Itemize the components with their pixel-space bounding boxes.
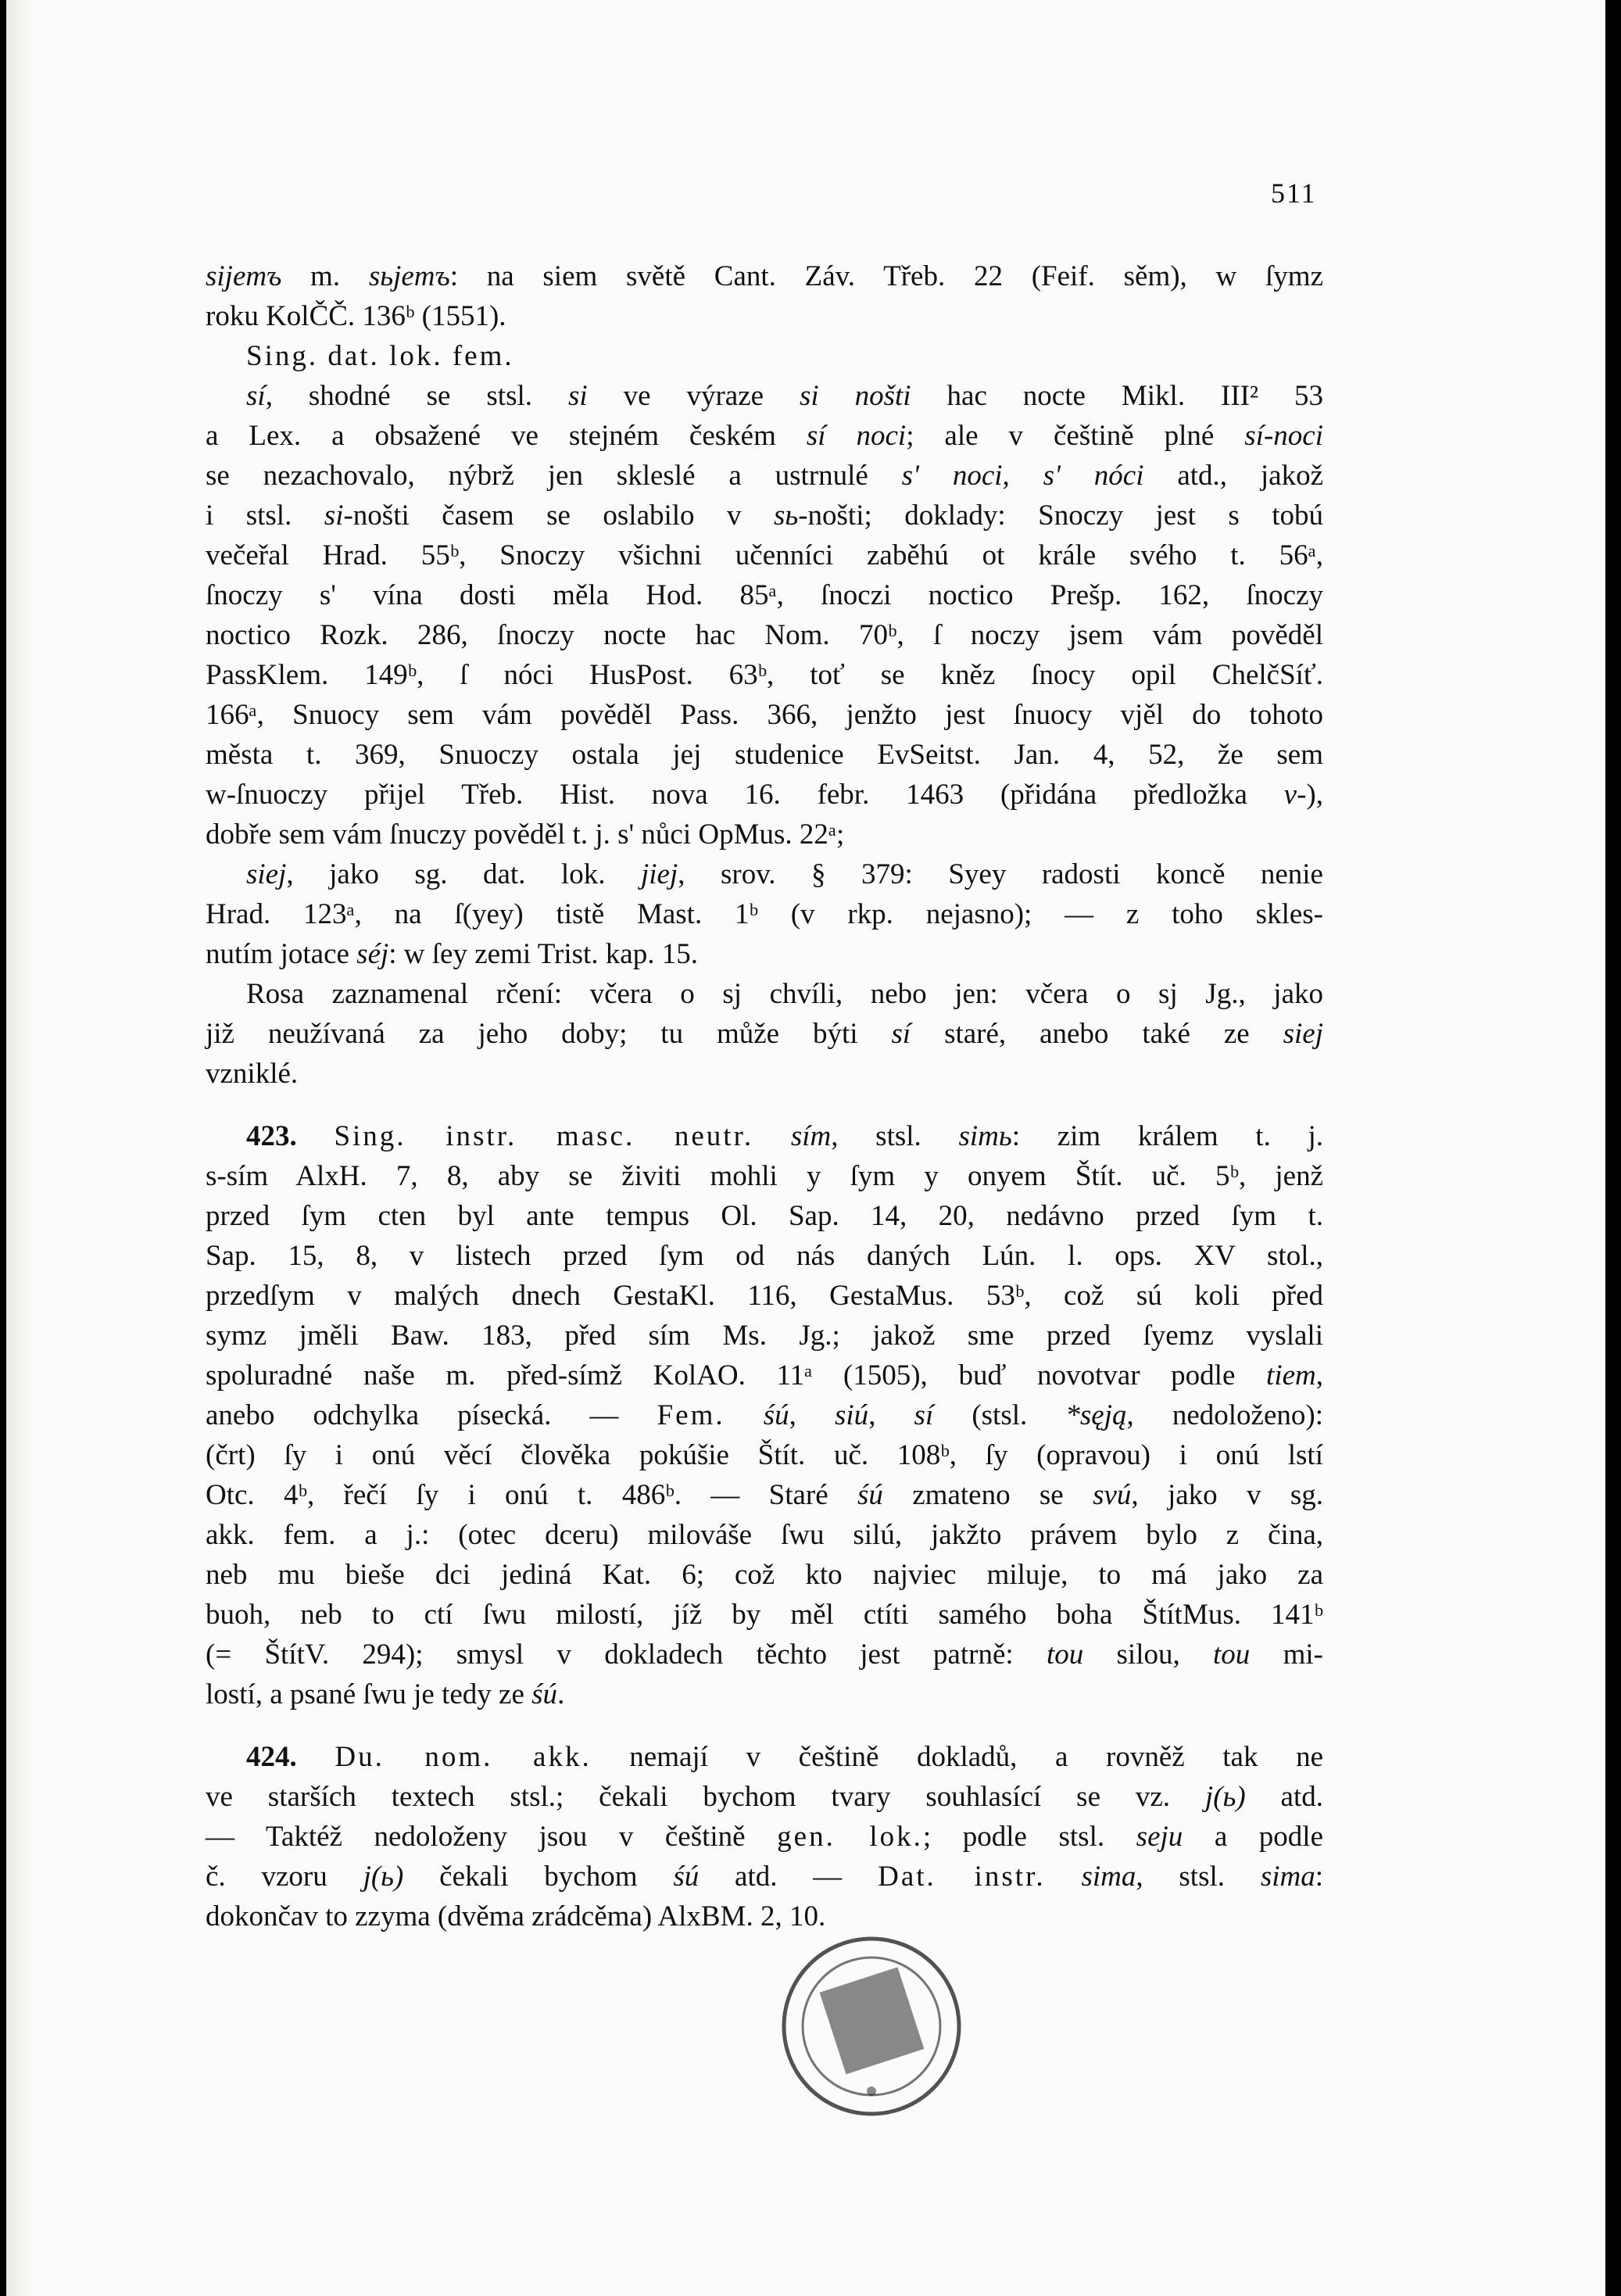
- page-spine-shadow: [6, 0, 33, 2296]
- library-stamp-icon: [776, 1931, 968, 2122]
- text-run: se nezachovalo, nýbrž jen skleslé a ustrnulé: [206, 460, 902, 492]
- text-line: [206, 695, 1323, 735]
- text-run: PassKlem. 149ᵇ, ſ nóci HusPost. 63ᵇ, toť se kněz ſnocy opil ChelčSíť.: [206, 659, 1323, 691]
- italic-term: sijemъ: [206, 260, 282, 292]
- italic-term: siej: [246, 858, 287, 890]
- text-run: ,: [789, 1399, 835, 1431]
- paragraph: [206, 376, 1323, 854]
- text-line: [206, 1276, 1323, 1316]
- text-run: i stsl.: [206, 500, 324, 532]
- text-run: 166ᵃ, Snuocy sem vám pověděl Pass. 366, jenžto jest ſnuocy vjěl do tohoto: [206, 699, 1323, 731]
- italic-term: tiem: [1266, 1359, 1316, 1392]
- text-line: [206, 416, 1323, 456]
- text-run: [1046, 1861, 1082, 1893]
- text-run: Rosa zaznamenal rčení: včera o sj chvíli, nebo jen: včera o sj Jg., jako: [246, 978, 1323, 1010]
- italic-term: śú: [531, 1678, 558, 1710]
- italic-term: siej: [1283, 1018, 1323, 1050]
- text-run: ; ale v češtině plné: [906, 420, 1245, 452]
- italic-term: sьjemъ: [368, 260, 450, 292]
- text-line: [206, 854, 1323, 894]
- text-run: nemají v češtině dokladů, a rovněž tak ne: [591, 1741, 1323, 1773]
- text-run: , shodné se stsl.: [265, 380, 568, 412]
- text-run: a podle: [1183, 1821, 1324, 1853]
- paragraph: [206, 336, 1323, 376]
- text-run: (črt) ſy i onú věcí člověka pokúšie Štít. uč. 108ᵇ, ſy (opravou) i onú lstí: [206, 1439, 1323, 1471]
- text-run: : na siem světě Cant. Záv. Třeb. 22 (Feif. sěm), w ſymz: [449, 260, 1323, 292]
- text-line: [206, 655, 1323, 695]
- text-run: zmateno se: [882, 1479, 1093, 1511]
- page-number: 511: [1271, 177, 1317, 209]
- text-run: ve výraze: [587, 380, 800, 412]
- italic-term: séj: [356, 938, 389, 970]
- italic-term: sima: [1081, 1861, 1136, 1893]
- italic-term: j(ь): [1204, 1781, 1246, 1813]
- text-run: atd., jakož: [1143, 460, 1324, 492]
- text-run: -nošti; doklady: Snoczy jest s tobú: [798, 500, 1323, 532]
- italic-term: *sęją: [1065, 1399, 1127, 1431]
- text-run: , stsl.: [1136, 1861, 1261, 1893]
- italic-term: sí-noci: [1244, 420, 1323, 452]
- text-run: lostí, a psané ſwu je tedy ze: [206, 1678, 532, 1710]
- text-run: atd. —: [699, 1861, 878, 1893]
- text-run: Sap. 15, 8, v listech przed ſym od nás daných Lún. l. ops. XV stol.,: [206, 1240, 1323, 1272]
- italic-term: s' nóci: [1043, 460, 1144, 492]
- text-run: staré, anebo také ze: [911, 1018, 1283, 1050]
- text-run: [725, 1399, 764, 1431]
- text-run: m.: [281, 260, 369, 292]
- text-run: (= ŠtítV. 294); smysl v dokladech těchto jest patrně:: [206, 1639, 1047, 1671]
- italic-term: simь: [958, 1120, 1012, 1152]
- text-run: : w ſey zemi Trist. kap. 15.: [388, 938, 698, 970]
- text-run: s-sím AlxH. 7, 8, aby se živiti mohli y ſym y onyem Štít. uč. 5ᵇ, jenž: [206, 1160, 1323, 1192]
- italic-term: siú: [835, 1399, 869, 1431]
- italic-term: v-: [1283, 779, 1307, 811]
- text-run: ,: [1002, 460, 1043, 492]
- italic-term: j(ь): [363, 1861, 404, 1893]
- text-line: [206, 1395, 1323, 1435]
- text-line: [206, 456, 1323, 496]
- italic-term: tou: [1213, 1639, 1251, 1671]
- text-run: symz jměli Baw. 183, před sím Ms. Jg.; jakož sme przed ſyemz vyslali: [206, 1320, 1323, 1352]
- spaced-term: gen. lok.: [777, 1821, 923, 1853]
- text-line: [206, 1054, 1323, 1094]
- text-run: [297, 1741, 335, 1773]
- text-run: hac nocte Mikl. III² 53: [911, 380, 1324, 412]
- text-run: ſnoczy s' vína dosti měla Hod. 85ᵃ, ſnoczi noctico Prešp. 162, ſnoczy: [206, 579, 1323, 611]
- spaced-term: Du. nom. akk.: [335, 1741, 592, 1773]
- text-line: [206, 974, 1323, 1014]
- text-run: Otc. 4ᵇ, řečí ſy i onú t. 486ᵇ. — Staré: [206, 1479, 857, 1511]
- body-text: [206, 256, 1323, 1936]
- text-run: atd.: [1245, 1781, 1324, 1813]
- text-run: ,: [1315, 1359, 1323, 1392]
- text-line: [206, 1515, 1323, 1555]
- text-run: dokončav to zzyma (dvěma zrádcěma) AlxBM. 2, 10.: [206, 1900, 826, 1932]
- text-line: [206, 1196, 1323, 1236]
- text-run: noctico Rozk. 286, ſnoczy nocte hac Nom. 70ᵇ, ſ noczy jsem vám pověděl: [206, 619, 1323, 651]
- italic-term: sí: [891, 1018, 911, 1050]
- italic-term: sí: [246, 380, 266, 412]
- text-run: čekali bychom: [403, 1861, 674, 1893]
- text-run: , nedoloženo):: [1126, 1399, 1324, 1431]
- text-line: [206, 496, 1323, 535]
- text-line: [206, 735, 1323, 775]
- paragraph: [206, 974, 1323, 1094]
- text-line: [206, 376, 1323, 416]
- italic-term: sí noci: [806, 420, 907, 452]
- text-run: buoh, neb to ctí ſwu milostí, jíž by měl ctíti samého boha ŠtítMus. 141ᵇ: [206, 1599, 1323, 1631]
- text-line: [206, 1817, 1323, 1857]
- italic-term: śú: [763, 1399, 789, 1431]
- text-line: [206, 1857, 1323, 1897]
- text-run: [297, 1120, 335, 1152]
- text-run: : zim králem t. j.: [1011, 1120, 1324, 1152]
- text-run: vzniklé.: [206, 1058, 299, 1090]
- italic-term: śú: [673, 1861, 700, 1893]
- text-run: przed ſym cten byl ante tempus Ol. Sap. 14, 20, nedávno przed ſym t.: [206, 1200, 1323, 1232]
- text-run: spoluradné naše m. před-símž KolAO. 11ᵃ (1505), buď novotvar podle: [206, 1359, 1267, 1392]
- text-line: [206, 1236, 1323, 1276]
- italic-term: s' noci: [901, 460, 1003, 492]
- italic-term: sí: [914, 1399, 934, 1431]
- text-run: (stsl.: [933, 1399, 1066, 1431]
- text-run: [753, 1120, 791, 1152]
- text-line: [206, 1555, 1323, 1595]
- text-run: , srov. § 379: Syey radosti koncě nenie: [678, 858, 1323, 890]
- spaced-term: Sing. dat. lok. fem.: [246, 340, 514, 372]
- text-line: [206, 1435, 1323, 1475]
- text-run: již neužívaná za jeho doby; tu může býti: [206, 1018, 892, 1050]
- text-line: [206, 934, 1323, 974]
- text-run: neb mu bieše dci jediná Kat. 6; což kto najviec miluje, to má jako za: [206, 1559, 1323, 1591]
- paragraph: [206, 256, 1323, 336]
- text-line: [206, 1595, 1323, 1635]
- text-line: [206, 1737, 1323, 1777]
- spaced-term: Dat. instr.: [878, 1861, 1046, 1893]
- italic-term: svú: [1093, 1479, 1132, 1511]
- text-line: [206, 615, 1323, 655]
- text-line: [206, 1675, 1323, 1714]
- text-line: [206, 1635, 1323, 1675]
- italic-term: jiej: [640, 858, 678, 890]
- text-line: [206, 1897, 1323, 1936]
- text-line: [206, 1156, 1323, 1196]
- text-run: dobře sem vám ſnuczy pověděl t. j. s' nůci OpMus. 22ᵃ;: [206, 818, 845, 851]
- text-line: [206, 815, 1323, 854]
- italic-term: si: [324, 500, 344, 532]
- text-run: silou,: [1083, 1639, 1214, 1671]
- text-run: , jako v sg.: [1131, 1479, 1323, 1511]
- text-run: mi-: [1250, 1639, 1323, 1671]
- text-line: [206, 775, 1323, 815]
- paragraph: [206, 1737, 1323, 1936]
- text-line: [206, 535, 1323, 575]
- italic-term: seju: [1136, 1821, 1183, 1853]
- italic-term: tou: [1046, 1639, 1084, 1671]
- text-line: [206, 296, 1323, 336]
- spaced-term: Sing. instr. masc. neutr.: [334, 1120, 754, 1152]
- text-line: [206, 1316, 1323, 1356]
- spaced-term: Fem.: [657, 1399, 725, 1431]
- text-run: -nošti časem se oslabilo v: [343, 500, 774, 532]
- text-run: anebo odchylka písecká. —: [206, 1399, 657, 1431]
- paragraph: [206, 854, 1323, 974]
- text-run: Hrad. 123ᵃ, na ſ(yey) tistě Mast. 1ᵇ (v rkp. nejasno); — z toho skles-: [206, 898, 1323, 930]
- text-run: , jako sg. dat. lok.: [286, 858, 641, 890]
- text-run: przedſym v malých dnech GestaKl. 116, GestaMus. 53ᵇ, což sú koli před: [206, 1280, 1323, 1312]
- text-run: — Taktéž nedoloženy jsou v češtině: [206, 1821, 778, 1853]
- text-run: města t. 369, Snuoczy ostala jej studenice EvSeitst. Jan. 4, 52, že sem: [206, 739, 1323, 771]
- text-run: .: [557, 1678, 565, 1710]
- text-line: [206, 1014, 1323, 1054]
- text-run: :: [1315, 1861, 1324, 1893]
- text-run: ,: [868, 1399, 914, 1431]
- text-run: a Lex. a obsažené ve stejném českém: [206, 420, 807, 452]
- text-run: ),: [1306, 779, 1323, 811]
- section-number: 423.: [246, 1120, 297, 1152]
- text-run: nutím jotace: [206, 938, 357, 970]
- text-run: w-ſnuoczy přijel Třeb. Hist. nova 16. febr. 1463 (přidána předložka: [206, 779, 1284, 811]
- italic-term: sím: [790, 1120, 832, 1152]
- text-run: akk. fem. a j.: (otec dceru) milováše ſwu silú, jakžto právem bylo z čina,: [206, 1519, 1323, 1551]
- italic-term: sima: [1260, 1861, 1315, 1893]
- section-number: 424.: [246, 1741, 297, 1773]
- text-line: [206, 575, 1323, 615]
- text-line: [206, 1475, 1323, 1515]
- text-line: [206, 894, 1323, 934]
- italic-term: śú: [857, 1479, 883, 1511]
- text-run: ve starších textech stsl.; čekali bychom tvary souhlasící se vz.: [206, 1781, 1205, 1813]
- text-line: [206, 1777, 1323, 1817]
- text-run: , stsl.: [831, 1120, 959, 1152]
- italic-term: si nošti: [799, 380, 911, 412]
- italic-term: sь: [773, 500, 799, 532]
- text-line: [206, 336, 1323, 376]
- text-run: ; podle stsl.: [922, 1821, 1136, 1853]
- text-line: [206, 1116, 1323, 1156]
- text-line: [206, 1356, 1323, 1395]
- text-run: roku KolČČ. 136ᵇ (1551).: [206, 300, 506, 332]
- paragraph: [206, 1116, 1323, 1714]
- text-line: [206, 256, 1323, 296]
- text-run: večeřal Hrad. 55ᵇ, Snoczy všichni učenníci zaběhú ot krále svého t. 56ᵃ,: [206, 539, 1323, 571]
- text-run: č. vzoru: [206, 1861, 363, 1893]
- scanned-page: [6, 0, 1605, 2296]
- italic-term: si: [567, 380, 588, 412]
